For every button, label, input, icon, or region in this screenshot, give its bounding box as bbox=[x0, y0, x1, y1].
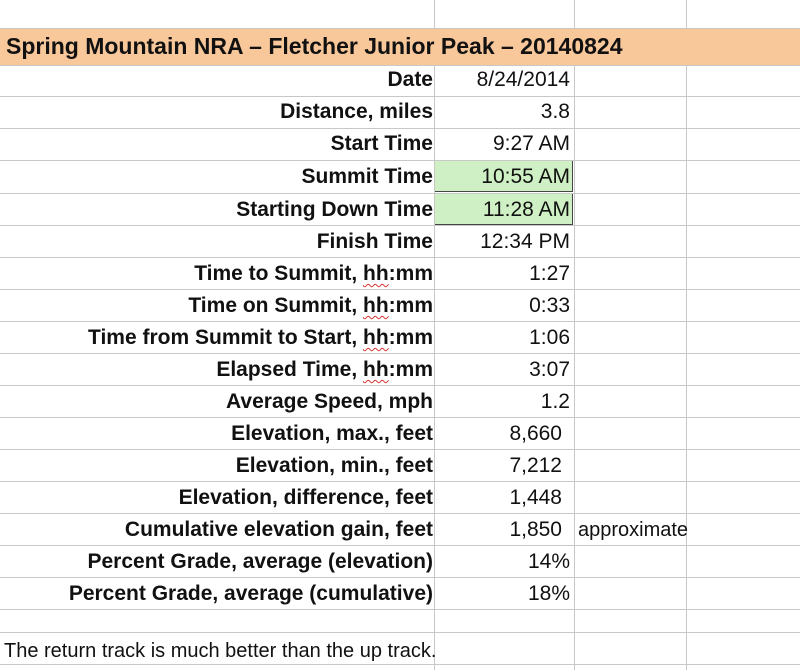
value-starting-down-time[interactable]: 11:28 AM bbox=[482, 198, 570, 221]
label-summit-time[interactable]: Summit Time bbox=[301, 165, 433, 188]
gridline-row bbox=[0, 321, 800, 322]
label-start-time[interactable]: Start Time bbox=[330, 132, 433, 155]
label-grade-cumulative[interactable]: Percent Grade, average (cumulative) bbox=[68, 582, 433, 605]
label-time-to-summit[interactable]: Time to Summit, hh:mm bbox=[194, 262, 433, 285]
value-elapsed-time[interactable]: 3:07 bbox=[529, 358, 570, 381]
label-distance[interactable]: Distance, miles bbox=[280, 100, 433, 123]
value-cumulative-gain[interactable]: 1,850 bbox=[509, 518, 562, 541]
value-grade-cumulative[interactable]: 18% bbox=[527, 582, 570, 605]
gridline-row bbox=[0, 353, 800, 354]
gridline-row bbox=[0, 449, 800, 450]
label-cumulative-gain[interactable]: Cumulative elevation gain, feet bbox=[124, 518, 433, 541]
label-time-summit-to-start[interactable]: Time from Summit to Start, hh:mm bbox=[88, 326, 433, 349]
top-strip bbox=[0, 0, 800, 6]
gridline-row bbox=[0, 160, 800, 161]
gridline-row bbox=[0, 545, 800, 546]
value-summit-time[interactable]: 10:55 AM bbox=[481, 165, 570, 188]
label-elevation-min[interactable]: Elevation, min., feet bbox=[235, 454, 433, 477]
gridline-row bbox=[0, 481, 800, 482]
value-average-speed[interactable]: 1.2 bbox=[540, 390, 570, 413]
gridline-row bbox=[0, 96, 800, 97]
sheet-title[interactable]: Spring Mountain NRA – Fletcher Junior Peak – 20140824 bbox=[6, 33, 623, 59]
gridline-row bbox=[0, 385, 800, 386]
label-elevation-difference[interactable]: Elevation, difference, feet bbox=[178, 486, 433, 509]
value-time-summit-to-start[interactable]: 1:06 bbox=[529, 326, 570, 349]
spellcheck-underline: hh bbox=[363, 326, 389, 349]
gridline-row bbox=[0, 632, 800, 633]
label-starting-down-time[interactable]: Starting Down Time bbox=[236, 198, 433, 221]
label-elapsed-time[interactable]: Elapsed Time, hh:mm bbox=[216, 358, 433, 381]
label-grade-elevation[interactable]: Percent Grade, average (elevation) bbox=[87, 550, 433, 573]
gridline-col-d bbox=[686, 0, 687, 670]
value-elevation-max[interactable]: 8,660 bbox=[509, 422, 562, 445]
spellcheck-underline: hh bbox=[363, 262, 389, 285]
label-elevation-max[interactable]: Elevation, max., feet bbox=[231, 422, 433, 445]
value-date[interactable]: 8/24/2014 bbox=[476, 68, 570, 91]
value-start-time[interactable]: 9:27 AM bbox=[492, 132, 570, 155]
label-average-speed[interactable]: Average Speed, mph bbox=[226, 390, 433, 413]
gridline-row bbox=[0, 513, 800, 514]
gridline-row bbox=[0, 193, 800, 194]
gridline-row bbox=[0, 609, 800, 610]
gridline-row bbox=[0, 257, 800, 258]
note-approximate[interactable]: approximate bbox=[578, 519, 689, 541]
label-finish-time[interactable]: Finish Time bbox=[316, 230, 433, 253]
value-elevation-difference[interactable]: 1,448 bbox=[509, 486, 562, 509]
spellcheck-underline: hh bbox=[363, 294, 389, 317]
label-time-on-summit[interactable]: Time on Summit, hh:mm bbox=[188, 294, 433, 317]
value-time-to-summit[interactable]: 1:27 bbox=[529, 262, 570, 285]
gridline-col-b bbox=[434, 0, 435, 670]
value-finish-time[interactable]: 12:34 PM bbox=[480, 230, 570, 253]
footer-comment[interactable]: The return track is much better than the up track. bbox=[4, 640, 437, 662]
gridline-row bbox=[0, 577, 800, 578]
gridline-row bbox=[0, 664, 800, 665]
gridline-row bbox=[0, 128, 800, 129]
gridline-col-c bbox=[574, 0, 575, 670]
value-time-on-summit[interactable]: 0:33 bbox=[529, 294, 570, 317]
gridline-row bbox=[0, 417, 800, 418]
value-distance[interactable]: 3.8 bbox=[540, 100, 570, 123]
label-date[interactable]: Date bbox=[387, 68, 433, 91]
value-elevation-min[interactable]: 7,212 bbox=[509, 454, 562, 477]
gridline-row bbox=[0, 225, 800, 226]
gridline-row bbox=[0, 289, 800, 290]
value-grade-elevation[interactable]: 14% bbox=[527, 550, 570, 573]
spellcheck-underline: hh bbox=[363, 358, 389, 381]
